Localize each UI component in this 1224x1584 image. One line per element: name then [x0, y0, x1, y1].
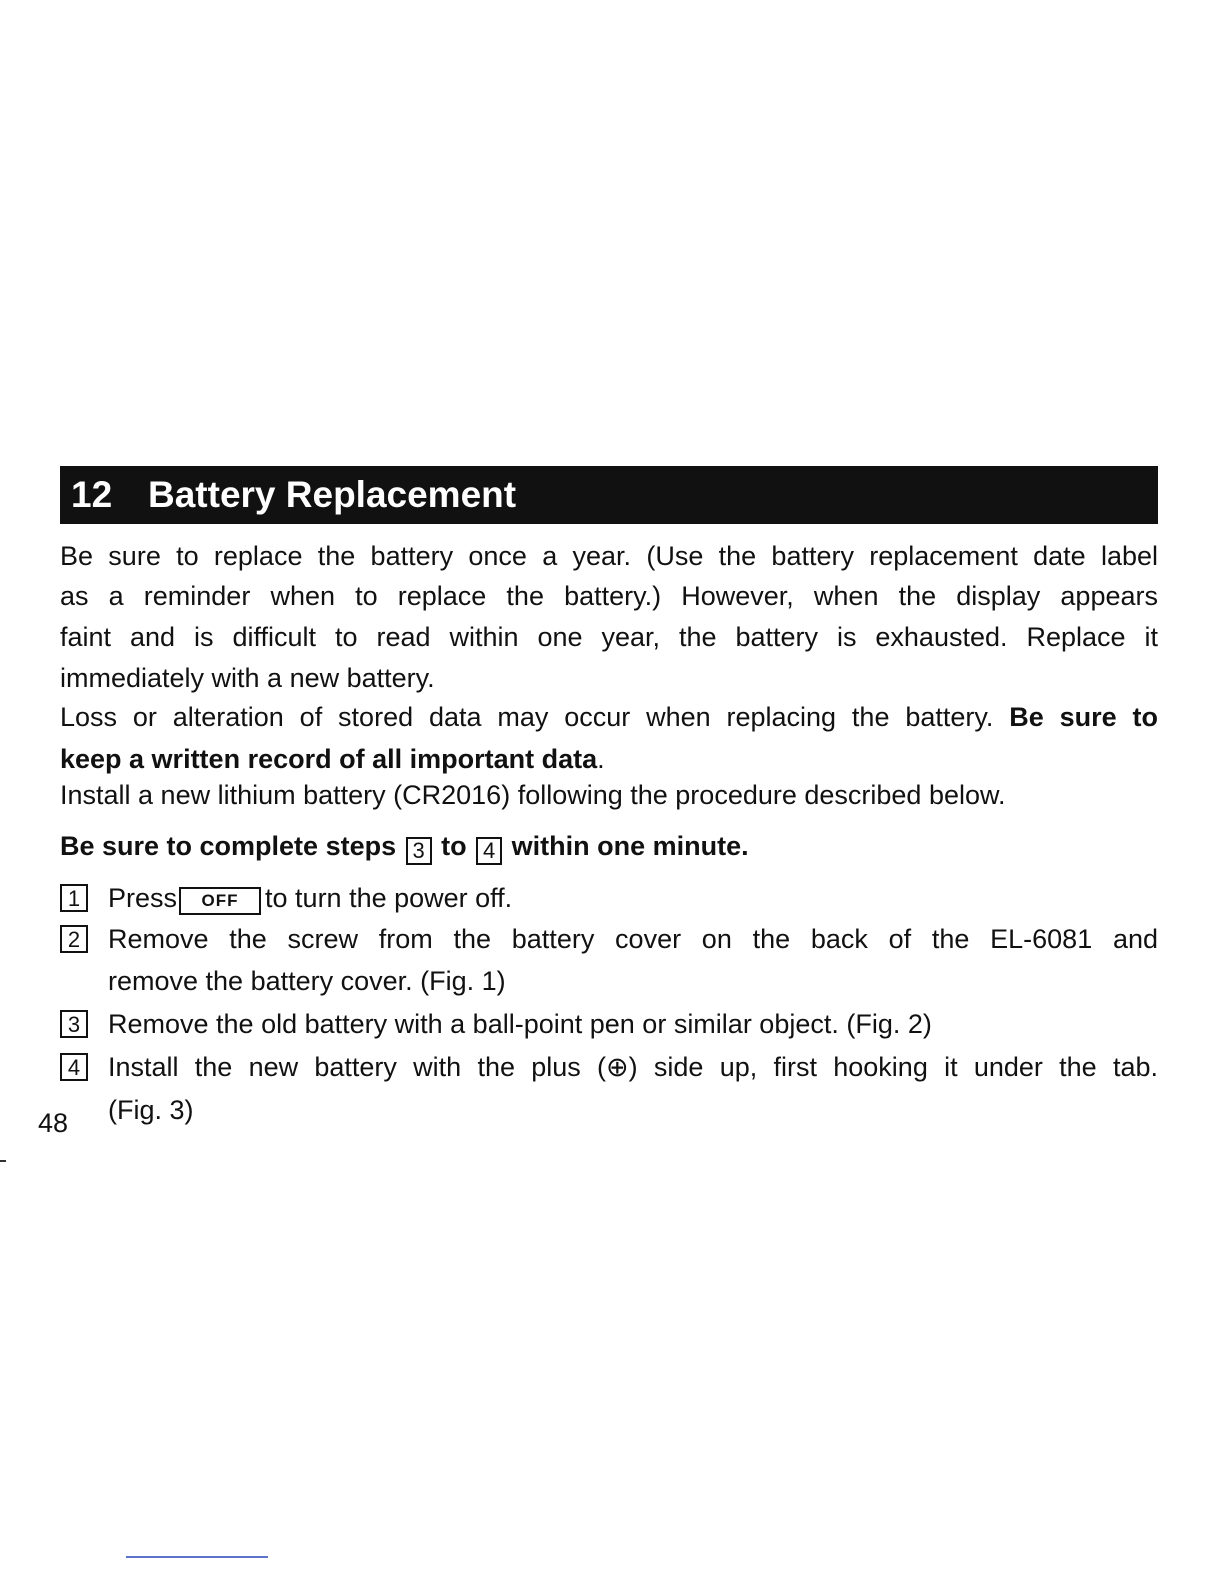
step-text-3: Remove the old battery with a ball-point pen or similar object. (Fig. 2) [108, 1009, 932, 1039]
step-number-4: 4 [60, 1053, 88, 1081]
step-4-continued: (Fig. 3) [108, 1095, 194, 1125]
warning-line-2 [60, 742, 1158, 776]
intro-line-1: Be sure to replace the battery once a year. (Use the battery replacement date label [60, 541, 1158, 571]
step-1-rest: to turn the power off. [265, 883, 513, 913]
section-title: Battery Replacement [148, 474, 517, 515]
step-2-continued: remove the battery cover. (Fig. 1) [108, 966, 506, 996]
warning-line-1 [60, 700, 1158, 734]
step-3 [60, 1007, 1158, 1047]
step-text-4: Install the new battery with the plus (⊕) side up, first hooking it under the tab. [108, 1052, 1158, 1082]
warning-emphasis-end: keep a written record of all important data [60, 744, 598, 774]
step-ref-4: 4 [476, 837, 502, 865]
bottom-rule [126, 1556, 268, 1558]
step-4 [60, 1050, 1158, 1090]
time-note [60, 829, 1158, 865]
install-note: Install a new lithium battery (CR2016) following the procedure described below. [60, 780, 1006, 810]
step-number-3: 3 [60, 1010, 88, 1038]
section-number: 12 [71, 474, 113, 515]
warning-period: . [597, 744, 605, 774]
warning-emphasis-start: Be sure to [1009, 702, 1158, 732]
step-2 [60, 922, 1158, 962]
step-ref-3: 3 [406, 837, 432, 865]
time-note-part3: within one minute. [511, 831, 749, 861]
step-text-1 [108, 881, 1158, 915]
step-number-1: 1 [60, 884, 88, 912]
off-key: OFF [179, 887, 261, 915]
section-header [60, 466, 1158, 524]
intro-line-3: faint and is difficult to read within one year, the battery is exhausted. Replace it [60, 622, 1158, 652]
warning-text: Loss or alteration of stored data may occur when replacing the battery. [60, 702, 994, 732]
time-note-part1: Be sure to complete steps [60, 831, 397, 861]
intro-line-4: immediately with a new battery. [60, 663, 435, 693]
step-1 [60, 881, 1158, 921]
time-note-part2: to [441, 831, 467, 861]
page-number: 48 [38, 1108, 69, 1138]
intro-line-2: as a reminder when to replace the battery.) However, when the display appears [60, 581, 1158, 611]
edge-mark [0, 1160, 6, 1162]
step-number-2: 2 [60, 925, 88, 953]
step-1-press: Press [108, 883, 178, 913]
step-text-2: Remove the screw from the battery cover on the back of the EL-6081 and [108, 924, 1158, 954]
